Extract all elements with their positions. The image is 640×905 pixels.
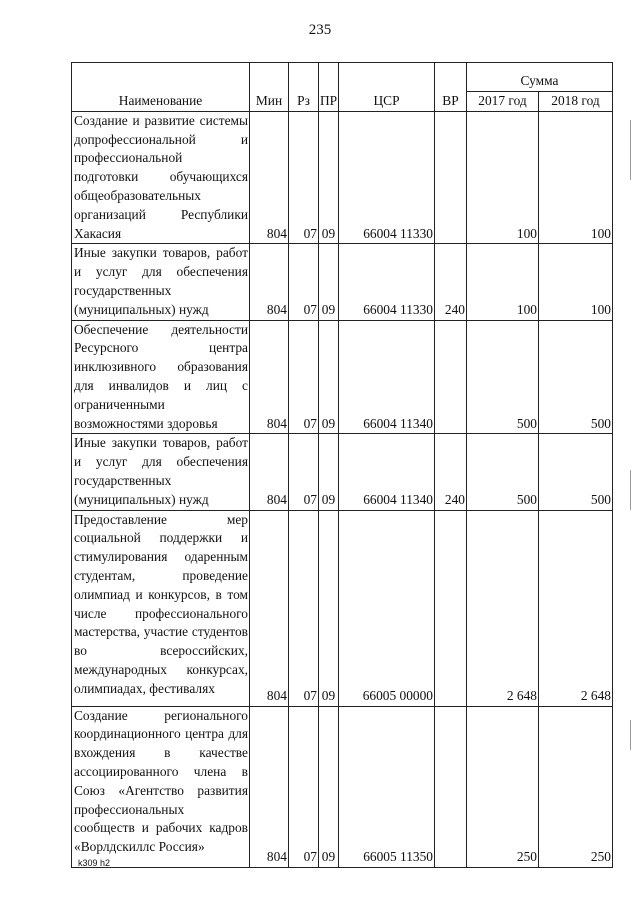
row-vr — [435, 320, 467, 434]
row-name: Иные закупки товаров, работ и услуг для обеспечения государственных (муниципальных) нужд — [72, 244, 250, 320]
scan-margin-mark — [630, 470, 631, 510]
row-pr: 09 — [319, 434, 339, 510]
table-row — [72, 706, 613, 867]
row-name: Обеспечение деятельности Ресурсного центра инклюзивного образования для инвалидов и лиц с ограниченными возможностями здоровья — [72, 320, 250, 434]
header-name: Наименование — [72, 63, 250, 112]
row-sum-2017: 2 648 — [467, 510, 539, 706]
budget-table — [71, 62, 613, 868]
row-name: Предоставление мер социальной поддержки и стимулирования одаренным студентам, проведение олимпиад и конкурсов, в том числе профессионального мастерства, участие студентов во всероссийских, международных конкурсах, олимпиадах, фестивалях — [72, 510, 250, 706]
table-row — [72, 111, 613, 244]
page-number: 235 — [308, 22, 332, 38]
row-sum-2018: 250 — [539, 706, 613, 867]
row-pr: 09 — [319, 510, 339, 706]
row-csr: 66004 11340 — [339, 320, 435, 434]
row-rz: 07 — [289, 510, 319, 706]
table-row — [72, 244, 613, 320]
scan-margin-mark — [630, 120, 631, 180]
header-pr: ПР — [319, 63, 339, 112]
row-rz: 07 — [289, 244, 319, 320]
header-min: Мин — [250, 63, 289, 112]
row-pr: 09 — [319, 111, 339, 244]
header-csr: ЦСР — [339, 63, 435, 112]
row-sum-2018: 500 — [539, 320, 613, 434]
row-min: 804 — [250, 434, 289, 510]
row-vr: 240 — [435, 244, 467, 320]
table-row — [72, 320, 613, 434]
row-vr — [435, 111, 467, 244]
row-vr — [435, 706, 467, 867]
row-rz: 07 — [289, 706, 319, 867]
row-rz: 07 — [289, 111, 319, 244]
row-csr: 66005 00000 — [339, 510, 435, 706]
row-rz: 07 — [289, 320, 319, 434]
row-name: Создание и развитие системы допрофессиональной и профессиональной подготовки обучающихся общеобразовательных организаций Республики Хакасия — [72, 111, 250, 244]
row-sum-2017: 100 — [467, 111, 539, 244]
row-pr: 09 — [319, 320, 339, 434]
row-rz: 07 — [289, 434, 319, 510]
header-year-2018: 2018 год — [539, 92, 613, 112]
table-row — [72, 510, 613, 706]
row-sum-2018: 100 — [539, 244, 613, 320]
header-sum: Сумма — [467, 63, 613, 92]
row-sum-2017: 500 — [467, 434, 539, 510]
row-sum-2018: 2 648 — [539, 510, 613, 706]
row-min: 804 — [250, 244, 289, 320]
row-vr — [435, 510, 467, 706]
row-sum-2017: 100 — [467, 244, 539, 320]
row-csr: 66004 11330 — [339, 244, 435, 320]
row-sum-2017: 250 — [467, 706, 539, 867]
row-min: 804 — [250, 320, 289, 434]
row-csr: 66004 11330 — [339, 111, 435, 244]
row-name: Иные закупки товаров, работ и услуг для обеспечения государственных (муниципальных) нужд — [72, 434, 250, 510]
row-sum-2017: 500 — [467, 320, 539, 434]
row-sum-2018: 100 — [539, 111, 613, 244]
scan-margin-mark — [630, 720, 631, 750]
row-csr: 66004 11340 — [339, 434, 435, 510]
header-year-2017: 2017 год — [467, 92, 539, 112]
row-pr: 09 — [319, 244, 339, 320]
row-csr: 66005 11350 — [339, 706, 435, 867]
header-vr: ВР — [435, 63, 467, 112]
row-pr: 09 — [319, 706, 339, 867]
row-min: 804 — [250, 706, 289, 867]
row-min: 804 — [250, 111, 289, 244]
row-vr: 240 — [435, 434, 467, 510]
table-row — [72, 434, 613, 510]
document-code: k309 h2 — [78, 858, 111, 868]
row-name: Создание регионального координационного центра для вхождения в качестве ассоциированного члена в Союз «Агентство развития профессиональных сообществ и рабочих кадров «Ворлдскиллс Россия» — [72, 706, 250, 867]
row-sum-2018: 500 — [539, 434, 613, 510]
header-rz: Рз — [289, 63, 319, 112]
row-min: 804 — [250, 510, 289, 706]
